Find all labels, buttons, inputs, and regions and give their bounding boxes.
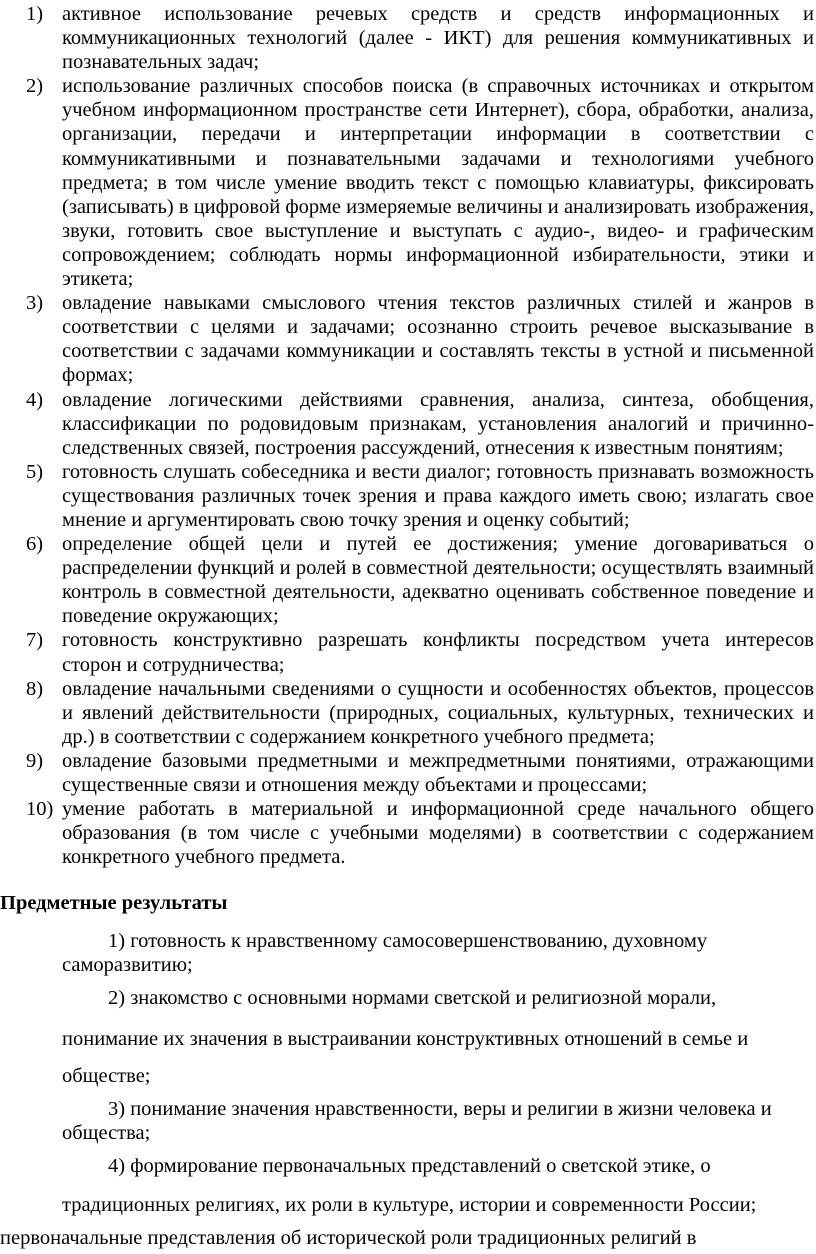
subject-result-4-line-1: 4) формирование первоначальных представлений о светской этике, о bbox=[108, 1155, 711, 1177]
list-item bbox=[26, 2, 814, 74]
subject-result-5-line-1: первоначальные представления об исторической роли традиционных религий в bbox=[0, 1227, 697, 1249]
list-item-text: умение работать в материальной и информационной среде начального общего образования (в том числе с учебными моделями) в соответствии с содержанием конкретного учебного предмета. bbox=[62, 798, 814, 869]
list-item-number: 2) bbox=[26, 75, 44, 98]
list-item bbox=[26, 74, 814, 291]
list-item-text: готовность конструктивно разрешать конфликты посредством учета интересов сторон и сотрудничества; bbox=[62, 629, 814, 676]
subject-result-4-line-2: традиционных религиях, их роли в культуре, истории и современности России; bbox=[62, 1194, 757, 1216]
list-item-text: готовность слушать собеседника и вести диалог; готовность признавать возможность существования различных точек зрения и права каждого иметь свою; излагать свое мнение и аргументировать свою точку зрения и оценку событий; bbox=[62, 460, 814, 531]
subject-result-1: 1) готовность к нравственному самосовершенствованию, духовному саморазвитию; bbox=[62, 930, 708, 976]
subject-result-2-line-3: обществе; bbox=[62, 1065, 151, 1087]
list-item bbox=[26, 677, 814, 749]
subject-result-2-line-2: понимание их значения в выстраивании конструктивных отношений в семье и bbox=[62, 1028, 749, 1050]
meta-results-list bbox=[26, 2, 814, 869]
list-item bbox=[26, 628, 814, 676]
list-item-number: 5) bbox=[26, 460, 44, 483]
list-item-text: активное использование речевых средств и средств информационных и коммуникационных технологий (далее - ИКТ) для решения коммуникативных и познавательных задач; bbox=[62, 3, 814, 74]
list-item bbox=[26, 797, 814, 869]
list-item-text: использование различных способов поиска (в справочных источниках и открытом учебном информационном пространстве сети Интернет), сбора, обработки, анализа, организации, передачи и интерпретации информации в соответствии с коммуникативными и познавательными задачами и технологиями учебного предмета; в том числе умение вводить текст с помощью клавиатуры, фиксировать (записывать) в цифровой форме измеряемые величины и анализировать изображения, звуки, готовить свое выступление и выступать с аудио-, видео- и графическим сопровождением; соблюдать нормы информационной избирательности, этики и этикета; bbox=[62, 75, 814, 291]
list-item-number: 10) bbox=[26, 798, 54, 821]
list-item bbox=[26, 532, 814, 628]
list-item-text: овладение базовыми предметными и межпредметными понятиями, отражающими существенные связи и отношения между объектами и процессами; bbox=[62, 749, 814, 796]
list-item-number: 1) bbox=[26, 3, 44, 25]
section-heading: Предметные результаты bbox=[0, 892, 228, 914]
list-item-number: 7) bbox=[26, 629, 44, 652]
list-item-text: овладение навыками смыслового чтения текстов различных стилей и жанров в соответствии с целями и задачами; осознанно строить речевое высказывание в соответствии с задачами коммуникации и составлять тексты в устной и письменной формах; bbox=[62, 292, 814, 387]
list-item-number: 3) bbox=[26, 292, 44, 315]
list-item bbox=[26, 291, 814, 387]
subject-result-2-line-1: 2) знакомство с основными нормами светской и религиозной морали, bbox=[108, 987, 717, 1009]
list-item-number: 6) bbox=[26, 533, 44, 556]
list-item-text: определение общей цели и путей ее достижения; умение договариваться о распределении функций и ролей в совместной деятельности; осуществлять взаимный контроль в совместной деятельности, адекватно оценивать собственное поведение и поведение окружающих; bbox=[62, 533, 814, 628]
list-item-number: 8) bbox=[26, 677, 44, 700]
list-item-text: овладение начальными сведениями о сущности и особенностях объектов, процессов и явлений действительности (природных, социальных, культурных, технических и др.) в соответствии с содержанием конкретного учебного предмета; bbox=[62, 677, 814, 748]
list-item bbox=[26, 749, 814, 797]
subject-result-3: 3) понимание значения нравственности, веры и религии в жизни человека и общества; bbox=[62, 1098, 772, 1144]
list-item bbox=[26, 460, 814, 532]
list-item-number: 4) bbox=[26, 388, 44, 411]
list-item-number: 9) bbox=[26, 749, 44, 772]
list-item-text: овладение логическими действиями сравнения, анализа, синтеза, обобщения, классификации по родовидовым признакам, установления аналогий и причинно-следственных связей, построения рассуждений, отнесения к известным понятиям; bbox=[62, 388, 814, 459]
list-item bbox=[26, 388, 814, 460]
